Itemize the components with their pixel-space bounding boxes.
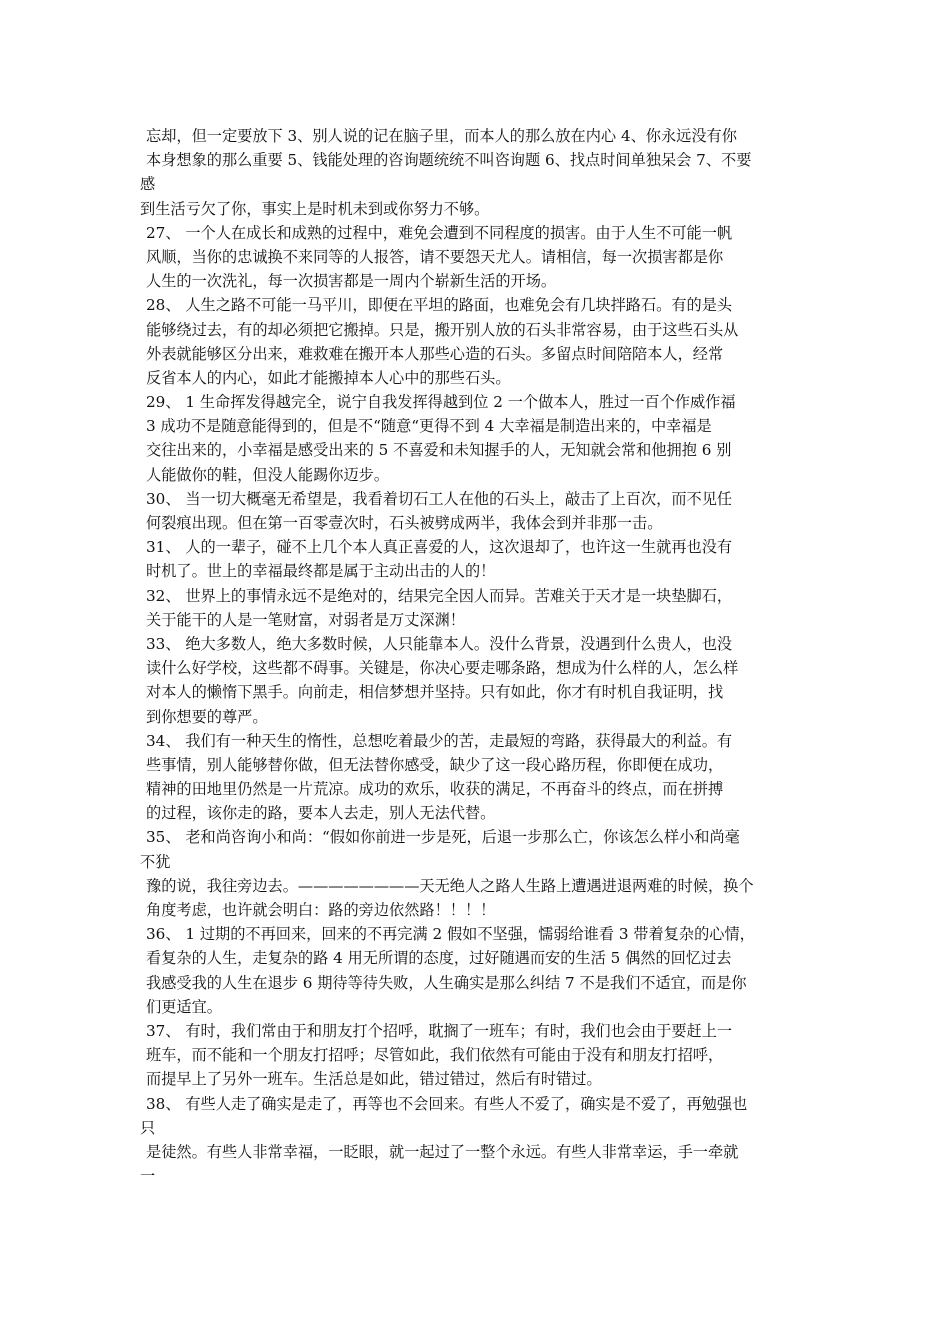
text-line: 能够绕过去，有的却必须把它搬掉。只是，搬开别人放的石头非常容易，由于这些石头从 [146,320,739,339]
text-line: 到你想要的尊严。 [146,707,268,726]
text-line: 34、 我们有一种天生的惰性，总想吃着最少的苦，走最短的弯路，获得最大的利益。有 [146,731,733,750]
text-line: 38、 有些人走了确实是走了，再等也不会回来。有些人不爱了，确实是不爱了，再勉强也 [146,1094,748,1113]
text-line: 人生的一次洗礼，每一次损害都是一周内个崭新生活的开场。 [146,272,557,291]
text-line: 30、 当一切大概毫无希望是，我看着切石工人在他的石头上，敲击了上百次，而不见任 [146,489,733,508]
text-line: 班车，而不能和一个朋友打招呼；尽管如此，我们依然有可能由于没有和朋友打招呼， [146,1046,724,1065]
text-line: 风顺，当你的忠诚换不来同等的人报答，请不要怨天尤人。请相信，每一次损害都是你 [146,247,724,266]
text-line: 只 [140,1118,156,1137]
text-line: 对本人的懒惰下黑手。向前走，相信梦想并坚持。只有如此，你才有时机自我证明，找 [146,683,724,702]
text-line: 32、 世界上的事情永远不是绝对的，结果完全因人而异。苦难关于天才是一块垫脚石， [146,586,733,605]
text-line: 些事情，别人能够替你做，但无法替你感受，缺少了这一段心路历程，你即便在成功， [146,755,724,774]
text-line: 不犹 [140,852,171,871]
text-line: 人能做你的鞋，但没人能踢你迈步。 [146,465,389,484]
text-line: 何裂痕出现。但在第一百零壹次时，石头被劈成两半，我体会到并非那一击。 [146,514,663,532]
text-line: 角度考虑，也许就会明白：路的旁边依然路！！！！ [146,901,496,919]
text-line: 看复杂的人生，走复杂的路 4 用无所谓的态度，过好随遇而安的生活 5 偶然的回忆过去 [146,949,732,968]
document-body [140,124,826,1188]
text-line: 37、 有时，我们常由于和朋友打个招呼，耽搁了一班车；有时，我们也会由于要赶上一 [146,1021,733,1040]
text-line: 29、 1 生命挥发得越完全，说宁自我发挥得越到位 2 一个做本人，胜过一百个作威作福 [146,393,736,412]
text-line: 忘却，但一定要放下 3、别人说的记在脑子里，而本人的那么放在内心 4、你永远没有你 [146,127,737,145]
text-line: 豫的说，我往旁边去。————————天无绝人之路人生路上遭遇进退两难的时候，换个 [146,876,754,895]
text-line: 而提早上了另外一班车。生活总是如此，错过错过，然后有时错过。 [146,1070,602,1089]
text-line: 本身想象的那么重要 5、钱能处理的咨询题统统不叫咨询题 6、找点时间单独呆会 7、不要 [146,151,752,170]
text-line: 27、 一个人在成长和成熟的过程中，难免会遭到不同程度的损害。由于人生不可能一帆 [146,223,733,242]
text-line: 到生活亏欠了你，事实上是时机未到或你努力不够。 [140,199,490,218]
text-line: 28、 人生之路不可能一马平川，即便在平坦的路面，也难免会有几块拌路石。有的是头 [146,296,733,315]
text-line: 反省本人的内心，如此才能搬掉本人心中的那些石头。 [146,368,511,387]
text-line: 时机了。世上的幸福最终都是属于主动出击的人的！ [146,562,496,581]
text-line: 36、 1 过期的不再回来，回来的不再完满 2 假如不坚强，懦弱给谁看 3 带着复杂的心情， [146,925,755,944]
text-line: 3 成功不是随意能得到的，但是不“随意“更得不到 4 大幸福是制造出来的，中幸福是 [146,417,712,436]
text-line: 感 [140,175,156,194]
text-line: 外表就能够区分出来，难救难在搬开本人那些心造的石头。多留点时间陪陪本人，经常 [146,344,724,363]
text-line: 们更适宜。 [146,997,222,1016]
text-line: 我感受我的人生在退步 6 期待等待失败，人生确实是那么纠结 7 不是我们不适宜，而是你 [146,973,747,992]
text-line: 一 [140,1167,156,1186]
text-line: 精神的田地里仍然是一片荒凉。成功的欢乐，收获的满足，不再奋斗的终点，而在拼搏 [146,780,724,799]
text-line: 的过程，该你走的路，要本人去走，别人无法代替。 [146,804,496,823]
text-line: 读什么好学校，这些都不碍事。关键是，你决心要走哪条路，想成为什么样的人，怎么样 [146,659,739,678]
text-line: 是徒然。有些人非常幸福，一眨眼，就一起过了一整个永远。有些人非常幸运，手一牵就 [146,1142,739,1161]
text-line: 31、 人的一辈子，碰不上几个本人真正喜爱的人，这次退却了，也许这一生就再也没有 [146,538,733,557]
text-line: 关于能干的人是一笔财富，对弱者是万丈深渊！ [146,610,465,629]
text-line: 交往出来的，小幸福是感受出来的 5 不喜爱和未知握手的人，无知就会常和他拥抱 6 别 [146,441,732,460]
text-line: 33、 绝大多数人，绝大多数时候，人只能靠本人。没什么背景，没遇到什么贵人，也没 [146,634,733,653]
text-line: 35、 老和尚咨询小和尚：“假如你前进一步是死，后退一步那么亡，你该怎么样小和尚毫 [146,828,740,847]
